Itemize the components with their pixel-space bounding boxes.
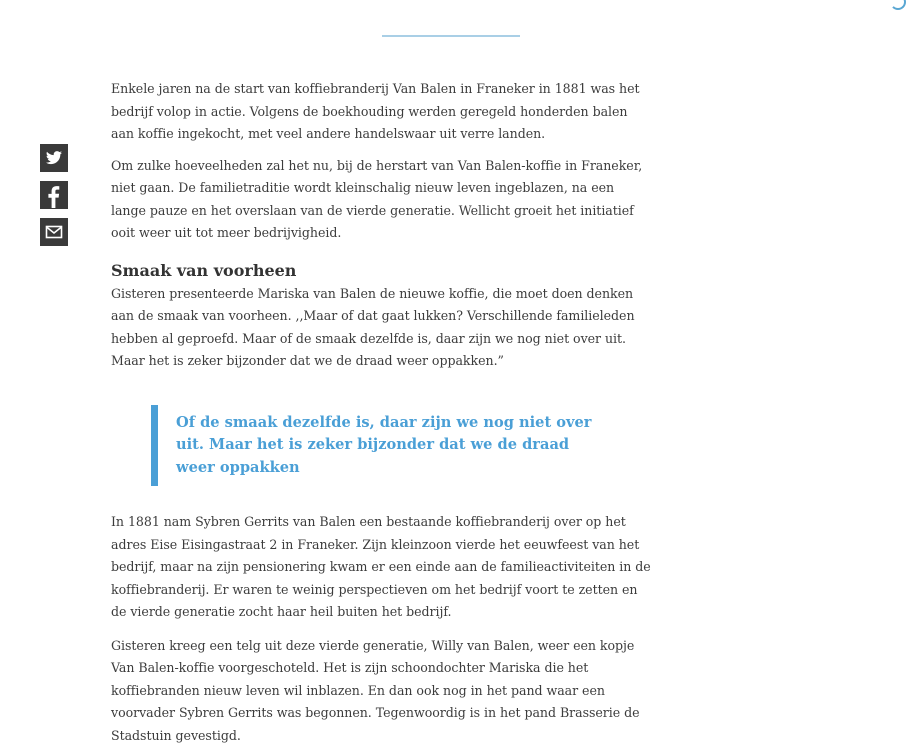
share-email-button[interactable]: [40, 218, 68, 246]
article-paragraph: Om zulke hoeveelheden zal het nu, bij de herstart van Van Balen-koffie in Franeker, niet gaan. De familietraditie wordt kleinschalig nieuw leven ingeblazen, na een lange pauze en het overslaan van de vierde generatie. Wellicht groeit het initiatief ooit weer uit tot meer bedrijvigheid.: [111, 155, 651, 245]
article-paragraph: Enkele jaren na de start van koffiebranderij Van Balen in Franeker in 1881 was het bedrijf volop in actie. Volgens de boekhouding werden geregeld honderden balen aan koffie ingekocht, met veel andere handelswaar uit verre landen.: [111, 78, 651, 146]
section-heading: Smaak van voorheen: [111, 260, 651, 282]
header-divider: [382, 35, 520, 37]
twitter-icon: [40, 144, 68, 172]
article-body: [111, 78, 651, 747]
share-twitter-button[interactable]: [40, 144, 68, 172]
pull-quote: Of de smaak dezelfde is, daar zijn we nog niet over uit. Maar het is zeker bijzonder dat we de draad weer oppakken: [151, 405, 611, 487]
article-paragraph: In 1881 nam Sybren Gerrits van Balen een bestaande koffiebranderij over op het adres Eise Eisingastraat 2 in Franeker. Zijn kleinzoon vierde het eeuwfeest van het bedrijf, maar na zijn pensionering kwam er een einde aan de familieactiviteiten in de koffiebranderij. Er waren te weinig perspectieven om het bedrijf voort te zetten en de vierde generatie zocht haar heil buiten het bedrijf.: [111, 511, 651, 624]
mail-icon: [40, 218, 68, 246]
article-paragraph: Gisteren kreeg een telg uit deze vierde generatie, Willy van Balen, weer een kopje Van Balen-koffie voorgeschoteld. Het is zijn schoondochter Mariska die het koffiebranden nieuw leven wil inblazen. En dan ook nog in het pand waar een voorvader Sybren Gerrits was begonnen. Tegenwoordig is in het pand Brasserie de Stadstuin gevestigd.: [111, 635, 651, 747]
share-bar: [40, 144, 68, 255]
share-facebook-button[interactable]: [40, 181, 68, 209]
facebook-icon: [40, 181, 68, 209]
corner-arc-icon: [890, 0, 906, 10]
article-paragraph: Gisteren presenteerde Mariska van Balen de nieuwe koffie, die moet doen denken aan de smaak van voorheen. ,,Maar of dat gaat lukken? Verschillende familieleden hebben al geproefd. Maar of de smaak dezelfde is, daar zijn we nog niet over uit. Maar het is zeker bijzonder dat we de draad weer oppakken.”: [111, 283, 651, 373]
